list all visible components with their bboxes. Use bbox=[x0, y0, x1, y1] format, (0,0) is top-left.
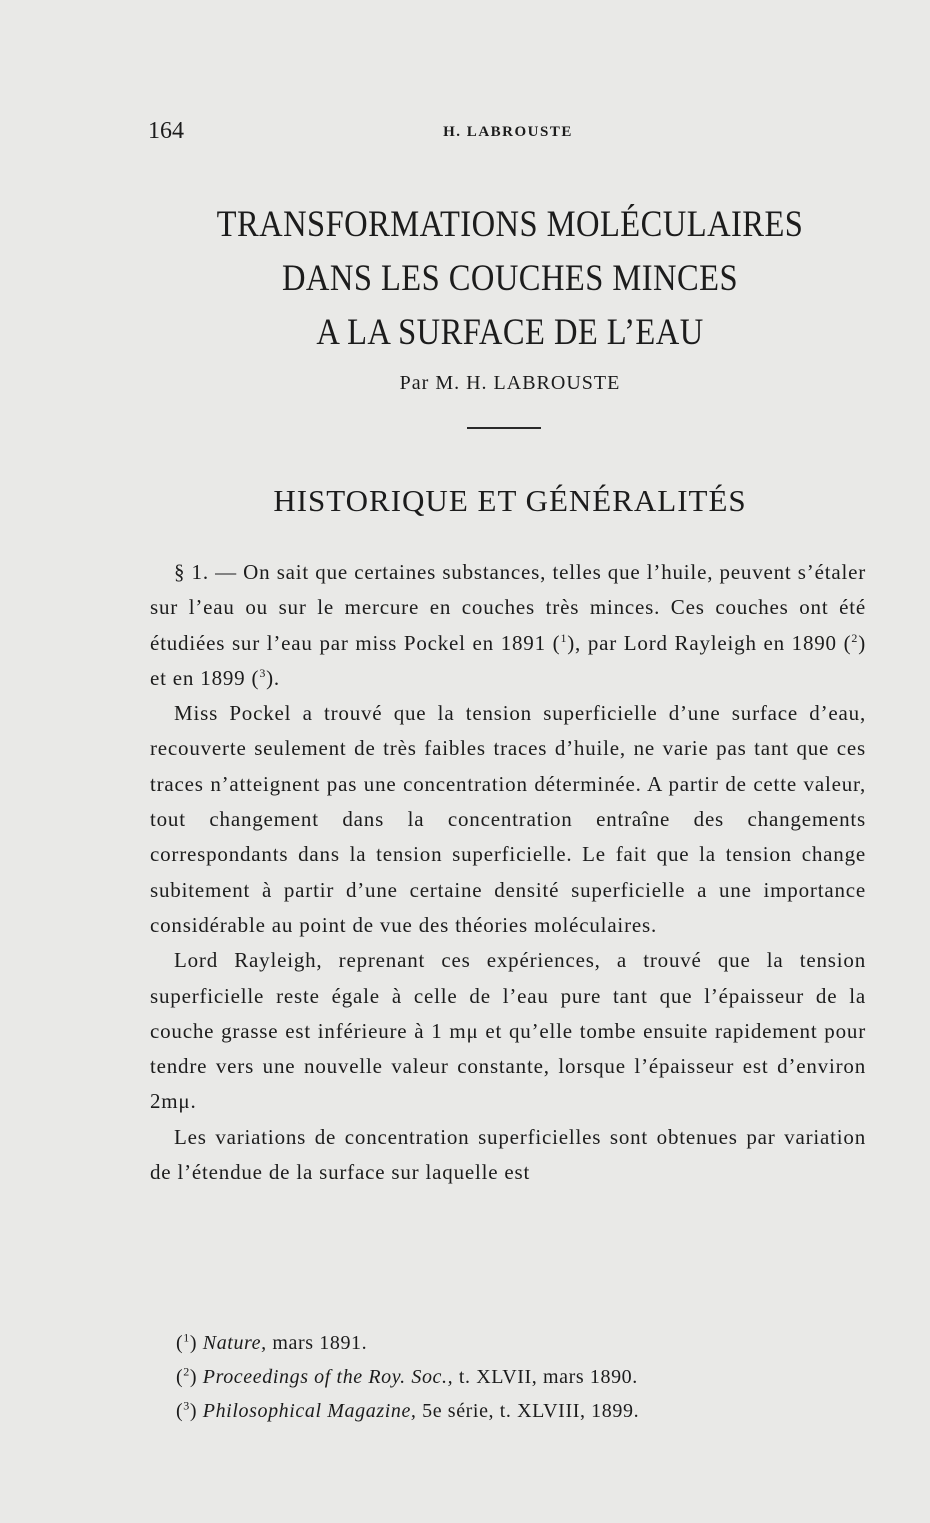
body-text bbox=[150, 555, 866, 1190]
section-heading: HISTORIQUE ET GÉNÉRALITÉS bbox=[273, 483, 747, 518]
footnote: ($^2$) Proceedings of the Roy. Soc., t. XLVII, mars 1890. bbox=[176, 1364, 638, 1388]
paragraph: Les variations de concentration superficielles sont obtenues par variation de l’étendue de la surface sur laquelle est bbox=[150, 1124, 866, 1185]
footnote-source: Nature, bbox=[202, 1332, 267, 1354]
footnotes bbox=[176, 1326, 876, 1428]
title-line: A LA SURFACE DE L’EAU bbox=[316, 312, 704, 353]
footnote: ($^1$) Nature, mars 1891. bbox=[176, 1330, 368, 1354]
title-divider bbox=[467, 427, 541, 429]
footnote-mark: 3 bbox=[183, 1398, 190, 1413]
footnote-mark: 2 bbox=[183, 1364, 190, 1379]
running-head bbox=[148, 118, 868, 148]
paragraph: Lord Rayleigh, reprenant ces expériences, a trouvé que la tension superficielle reste égale à celle de l’eau pure tant que l’épaisseur de la couche grasse est inférieure à 1 mμ et qu’elle tombe ensuite rapidement pour tendre vers une nouvelle valeur constante, lorsque l’épaisseur est d’environ 2mμ. bbox=[150, 948, 866, 1114]
footnote-source: Proceedings of the Roy. Soc., bbox=[202, 1366, 454, 1388]
footnote-ref: 2 bbox=[851, 630, 859, 645]
paragraph: § 1. — On sait que certaines substances, telles que l’huile, peuvent s’étaler sur l’eau ou sur le mercure en couches très minces. Ces couches ont été étudiées sur l’eau par miss Pockel en 1891 ($^1$), par Lord Rayleigh en 1890 ($^2$) et en 1899 ($^3$). bbox=[150, 560, 866, 690]
paragraph: Miss Pockel a trouvé que la tension superficielle d’une surface d’eau, recouverte seulement de très faibles traces d’huile, ne varie pas tant que ces traces n’atteignent pas une concentration déterminée. A partir de cette valeur, tout changement dans la concentration entraîne des changements correspondants dans la tension superficielle. Le fait que la tension change subitement à partir d’une certaine densité superficielle a une importance considérable au point de vue des théories moléculaires. bbox=[150, 701, 866, 937]
footnote: ($^3$) Philosophical Magazine, 5e série, t. XLVIII, 1899. bbox=[176, 1398, 640, 1422]
footnote-ref: 3 bbox=[259, 665, 267, 680]
author-byline: Par M. H. LABROUSTE bbox=[399, 372, 621, 394]
article-title bbox=[149, 198, 871, 360]
footnote-mark: 1 bbox=[183, 1330, 190, 1345]
page-number: 164 bbox=[148, 118, 184, 144]
footnote-source: Philosophical Magazine, bbox=[202, 1400, 417, 1422]
running-title: H. LABROUSTE bbox=[443, 124, 573, 140]
footnote-ref: 1 bbox=[560, 630, 568, 645]
title-line: TRANSFORMATIONS MOLÉCULAIRES bbox=[216, 204, 804, 245]
title-line: DANS LES COUCHES MINCES bbox=[281, 258, 739, 299]
